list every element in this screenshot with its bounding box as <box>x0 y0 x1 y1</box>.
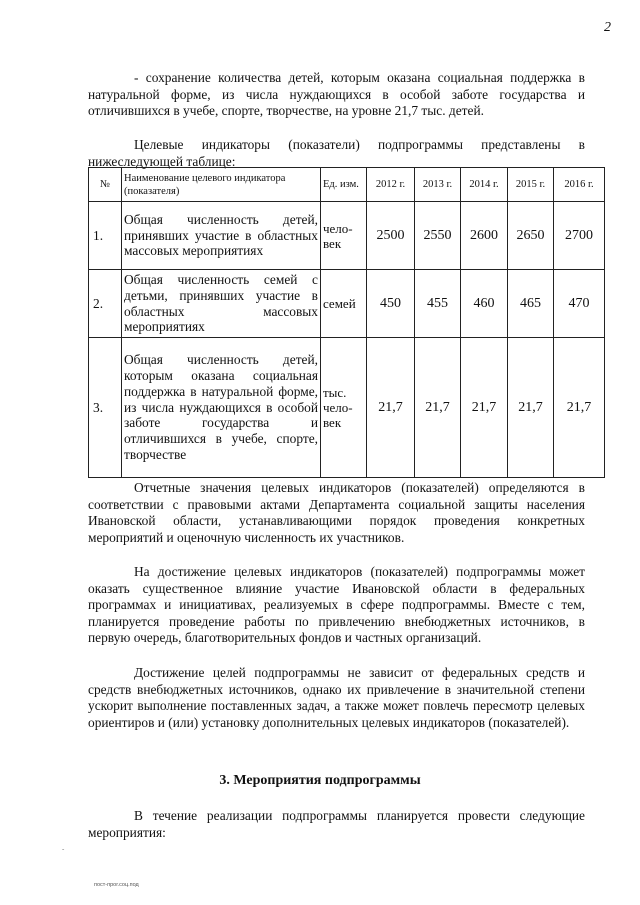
paragraph-children-support: - сохранение количества детей, которым оказана социальная поддержка в натуральной форме, из числа нуждающихся в особой заботе государства и отличившихся в учебе, спорте, творчестве, на уровне 21,7 тыс. детей. <box>88 70 585 119</box>
row-value-2016: 2700 <box>554 202 605 270</box>
scan-mark: - <box>62 845 65 853</box>
row-value-2016: 21,7 <box>554 338 605 478</box>
table-row <box>89 202 605 270</box>
table-header-row <box>89 168 605 202</box>
row-value-2014: 2600 <box>461 202 508 270</box>
paragraph-goals-achievement: Достижение целей подпрограммы не зависит от федеральных средств и средств внебюджетных источников, однако их привлечение в значительной степени ускорит выполнение поставленных задач, а также может повлечь пересмотр целевых ориентиров и (или) установку дополнительных целевых индикаторов (показателей). <box>88 665 585 730</box>
row-unit: тыс. чело-век <box>321 338 367 478</box>
row-indicator-name: Общая численность детей, принявших участие в областных массовых мероприятиях <box>122 202 321 270</box>
table-row <box>89 338 605 478</box>
header-year-2014: 2014 г. <box>461 168 508 202</box>
row-value-2013: 2550 <box>415 202 461 270</box>
row-value-2014: 460 <box>461 270 508 338</box>
row-unit: чело-век <box>321 202 367 270</box>
row-num: 2. <box>89 270 122 338</box>
row-value-2015: 2650 <box>508 202 554 270</box>
header-year-2013: 2013 г. <box>415 168 461 202</box>
row-value-2015: 465 <box>508 270 554 338</box>
row-value-2015: 21,7 <box>508 338 554 478</box>
row-value-2012: 2500 <box>367 202 415 270</box>
header-num: № <box>89 168 122 202</box>
header-year-2012: 2012 г. <box>367 168 415 202</box>
row-unit: семей <box>321 270 367 338</box>
header-unit: Ед. изм. <box>321 168 367 202</box>
row-value-2013: 455 <box>415 270 461 338</box>
row-value-2014: 21,7 <box>461 338 508 478</box>
paragraph-table-intro: Целевые индикаторы (показатели) подпрограммы представлены в нижеследующей таблице: <box>88 137 585 169</box>
section-heading: 3. Мероприятия подпрограммы <box>219 773 421 788</box>
header-year-2015: 2015 г. <box>508 168 554 202</box>
paragraph-activities-intro: В течение реализации подпрограммы планируется провести следующие мероприятия: <box>88 808 585 840</box>
row-num: 3. <box>89 338 122 478</box>
footer-file-path: пост-прог.соц.под <box>94 882 139 888</box>
page-number: 2 <box>604 20 611 35</box>
row-value-2016: 470 <box>554 270 605 338</box>
row-num: 1. <box>89 202 122 270</box>
row-indicator-name: Общая численность семей с детьми, принявших участие в областных массовых мероприятиях <box>122 270 321 338</box>
row-value-2012: 21,7 <box>367 338 415 478</box>
row-value-2012: 450 <box>367 270 415 338</box>
paragraph-reporting-values: Отчетные значения целевых индикаторов (показателей) определяются в соответствии с правовыми актами Департамента социальной защиты населения Ивановской области, устанавливающими порядок проведения конкретных мероприятий и оценочную численность их участников. <box>88 480 585 545</box>
header-indicator-name: Наименование целевого индикатора (показателя) <box>122 168 321 202</box>
indicators-table <box>88 167 605 478</box>
paragraph-federal-programs: На достижение целевых индикаторов (показателей) подпрограммы может оказать существенное влияние участие Ивановской области в федеральных программах и инициативах, реализуемых в сфере подпрограммы. Вместе с тем, планируется проведение работы по привлечению внебюджетных источников, в первую очередь, благотворительных фондов и частных организаций. <box>88 564 585 646</box>
row-indicator-name: Общая численность детей, которым оказана социальная поддержка в натуральной форме, из числа нуждающихся в особой заботе государства и отличившихся в учебе, спорте, творчестве <box>122 338 321 478</box>
header-year-2016: 2016 г. <box>554 168 605 202</box>
row-value-2013: 21,7 <box>415 338 461 478</box>
table-row <box>89 270 605 338</box>
